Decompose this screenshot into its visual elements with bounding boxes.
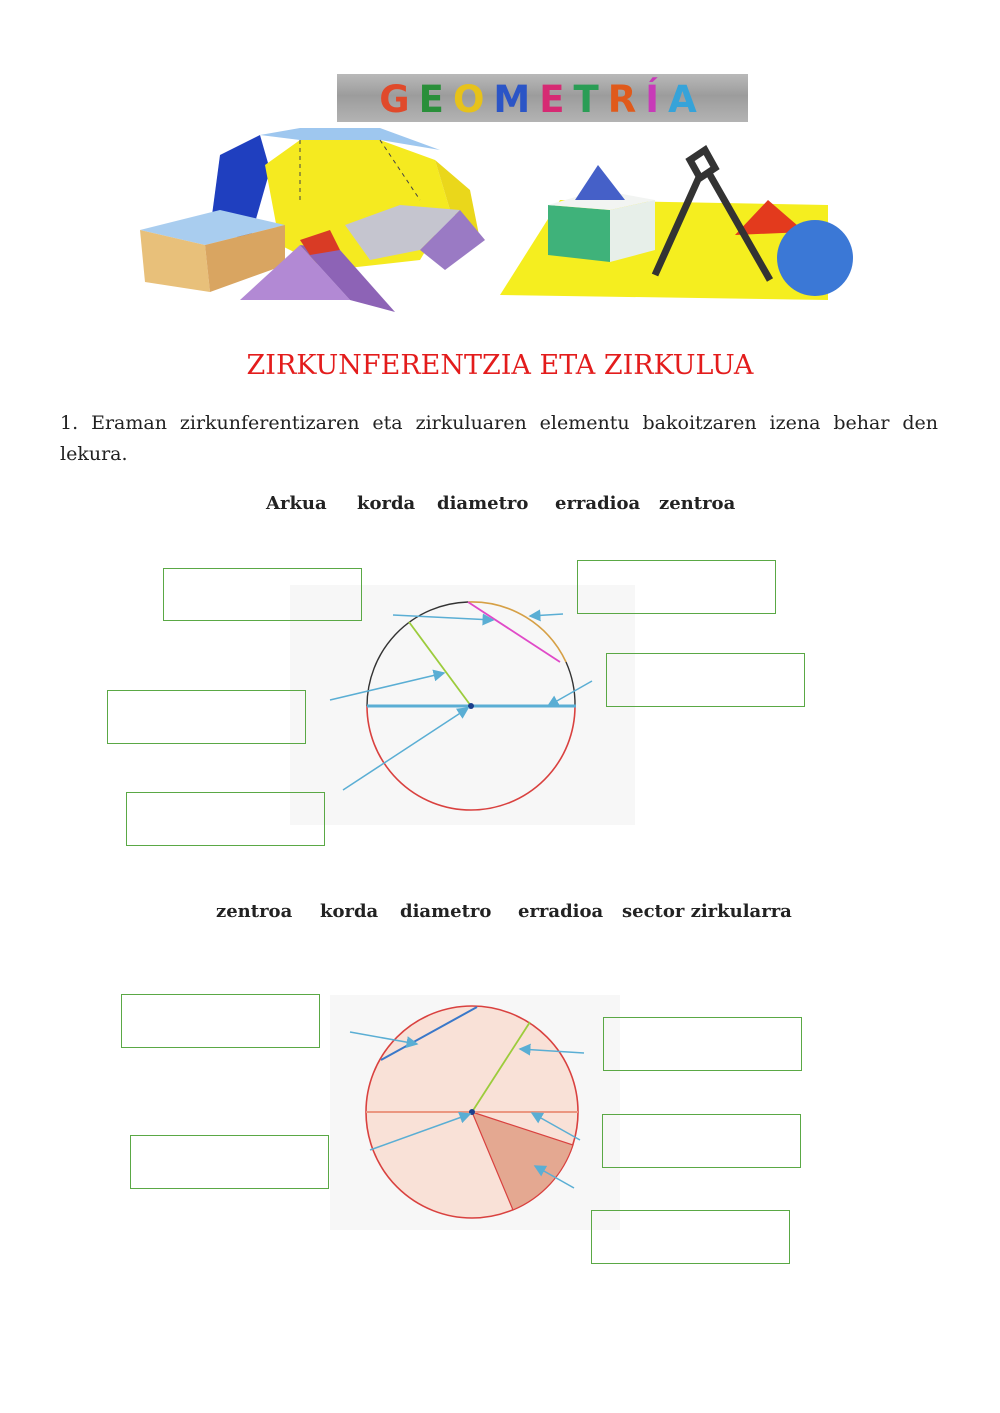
banner-letter: E (539, 78, 574, 121)
arrow (520, 1049, 584, 1053)
word-bank-1 (0, 493, 1000, 517)
banner-letter: G (379, 78, 419, 121)
answer-drop-box[interactable] (591, 1210, 790, 1264)
arrow (530, 614, 563, 616)
banner-letter: O (452, 78, 494, 121)
answer-drop-box[interactable] (163, 568, 362, 621)
arrow (350, 1032, 417, 1044)
circular-sector (472, 1112, 573, 1210)
banner-letter: E (418, 78, 453, 121)
page-title: ZIRKUNFERENTZIA ETA ZIRKULUA (246, 350, 754, 381)
banner-letter: Í (645, 78, 669, 121)
center-point (468, 703, 474, 709)
word-bank-2 (0, 901, 1000, 925)
sphere (777, 220, 853, 296)
arrow (535, 1166, 574, 1188)
word-chip[interactable]: erradioa (518, 901, 604, 922)
answer-drop-box[interactable] (603, 1017, 802, 1071)
word-chip[interactable]: korda (320, 901, 379, 922)
center-point (469, 1109, 475, 1115)
cone (575, 165, 625, 200)
arrow (393, 615, 493, 620)
banner-letter: A (668, 78, 706, 121)
word-chip[interactable]: erradioa (555, 493, 641, 514)
banner-word (337, 78, 748, 121)
arrow (343, 708, 468, 790)
answer-drop-box[interactable] (602, 1114, 801, 1168)
answer-drop-box[interactable] (130, 1135, 329, 1189)
word-chip[interactable]: korda (357, 493, 416, 514)
circle-upper-right (566, 662, 575, 706)
word-chip[interactable]: Arkua (266, 493, 327, 514)
radius-line (472, 1022, 530, 1112)
word-chip[interactable]: sector zirkularra (622, 901, 792, 922)
banner-letter: M (493, 78, 540, 121)
banner-letter: R (607, 78, 646, 121)
answer-drop-box[interactable] (577, 560, 776, 614)
word-chip[interactable]: diametro (400, 901, 492, 922)
arrow (548, 681, 592, 706)
geometry-banner (337, 74, 748, 122)
answer-drop-box[interactable] (606, 653, 805, 707)
diagram-background (290, 585, 635, 825)
word-chip[interactable]: diametro (437, 493, 529, 514)
geometry-illustration (0, 0, 1000, 340)
banner-letter: T (573, 78, 608, 121)
diagram-background (330, 995, 620, 1230)
answer-drop-box[interactable] (121, 994, 320, 1048)
chord-line (381, 1007, 477, 1060)
circle-area (366, 1006, 578, 1218)
answer-drop-box[interactable] (126, 792, 325, 846)
radius-line (409, 622, 471, 706)
cube-front (548, 205, 610, 262)
circle-upper-left (367, 602, 468, 706)
answer-drop-box[interactable] (107, 690, 306, 744)
arrow (330, 673, 444, 700)
word-chip[interactable]: zentroa (216, 901, 293, 922)
word-chip[interactable]: zentroa (659, 493, 736, 514)
instruction-text: 1. Eraman zirkunferentizaren eta zirkuluaren elementu bakoitzaren izena behar den lekura. (60, 412, 938, 465)
chord-line (468, 602, 560, 662)
arc (468, 602, 566, 662)
circle-lower-half (367, 706, 575, 810)
arrow (532, 1113, 580, 1140)
arrow (370, 1114, 470, 1150)
